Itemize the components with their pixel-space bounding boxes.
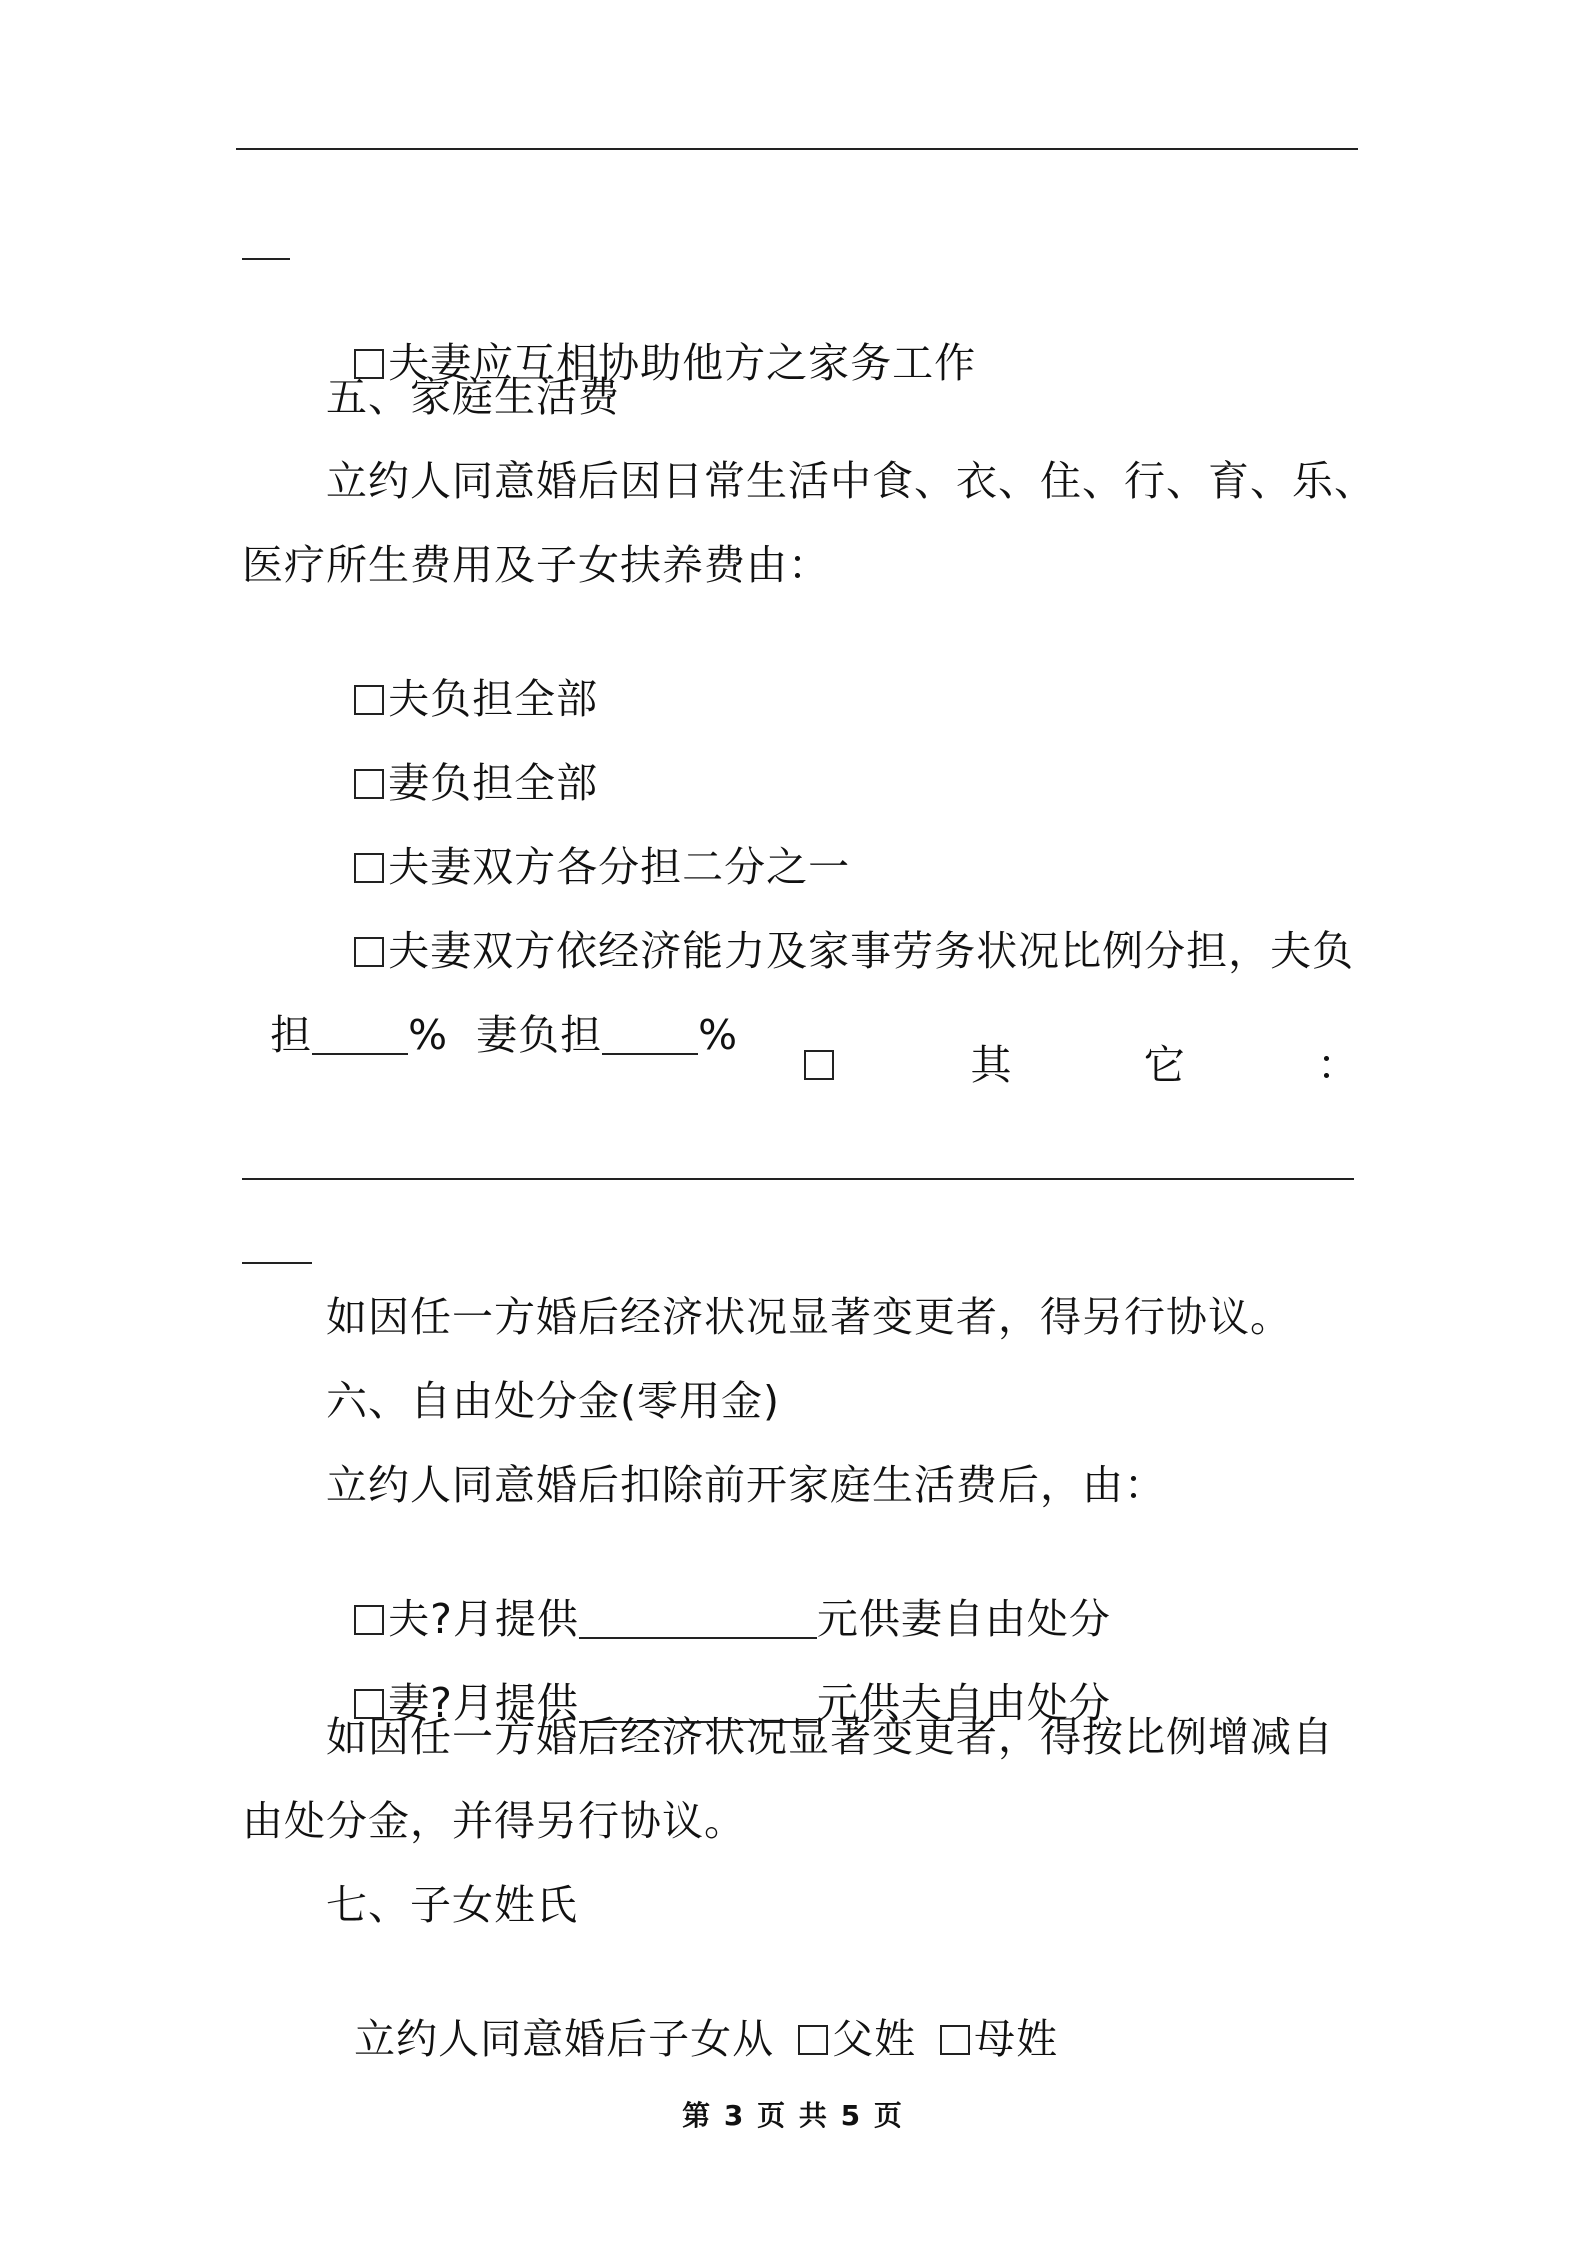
shares-label-wife: % 妻负担 (408, 1011, 603, 1059)
clause-housework-text: 夫妻应互相协助他方之家务工作 (388, 339, 977, 387)
option-husband-allowance-suffix: 元供妻自由处分 (816, 1595, 1111, 1643)
father-surname-label: 父姓 (832, 2015, 917, 2063)
checkbox-other[interactable] (804, 1050, 834, 1080)
mother-surname-label: 母姓 (974, 2015, 1059, 2063)
other-blank-line-1[interactable] (242, 1178, 1354, 1180)
option-other-char-2: 它 (1143, 1041, 1185, 1089)
top-rule (236, 148, 1358, 150)
paragraph-renegotiate-1: 如因任一方婚后经济状况显著变更者，得另行协议。 (326, 1293, 1292, 1341)
option-wife-all-text: 妻负担全部 (388, 759, 599, 807)
section-five-heading: 五、家庭生活费 (326, 373, 620, 421)
shares-percent-sign: % (698, 1011, 739, 1059)
option-other (242, 1040, 1358, 1090)
continued-blank-line (242, 258, 290, 260)
checkbox-father-surname[interactable] (798, 2025, 828, 2055)
section-six-heading: 六、自由处分金(零用金) (326, 1377, 780, 1425)
option-half-each-text: 夫妻双方各分担二分之一 (388, 843, 851, 891)
option-other-char-1: 其 (970, 1041, 1012, 1089)
option-wife-allowance-suffix: 元供夫自由处分 (816, 1679, 1111, 1727)
child-surname-text: 立约人同意婚后子女从 (354, 2015, 775, 2063)
option-husband-all-text: 夫负担全部 (388, 675, 599, 723)
section-seven-heading: 七、子女姓氏 (326, 1881, 578, 1929)
option-wife-allowance-text: 妻?月提供 (388, 1679, 579, 1727)
option-husband-allowance-text: 夫?月提供 (388, 1595, 579, 1643)
paragraph-renegotiate-2b: 由处分金，并得另行协议。 (242, 1797, 746, 1845)
shares-label-husband: 担 (270, 1011, 313, 1059)
paragraph-allowance: 立约人同意婚后扣除前开家庭生活费后，由： (326, 1461, 1166, 1509)
paragraph-renegotiate-2a: 如因任一方婚后经济状况显著变更者，得按比例增减自 (326, 1713, 1334, 1761)
other-blank-line-2[interactable] (242, 1262, 312, 1264)
option-proportional-text: 夫妻双方依经济能力及家事劳务状况比例分担，夫负 (388, 927, 1355, 975)
paragraph-living-expenses-2: 医疗所生费用及子女扶养费由： (242, 541, 830, 589)
checkbox-mother-surname[interactable] (940, 2025, 970, 2055)
paragraph-child-surname (326, 1964, 1058, 2064)
option-other-colon: ： (1317, 1041, 1358, 1089)
page-footer: 第 3 页 共 5 页 (682, 2099, 904, 2132)
paragraph-living-expenses-1: 立约人同意婚后因日常生活中食、衣、住、行、育、乐、 (326, 457, 1376, 505)
